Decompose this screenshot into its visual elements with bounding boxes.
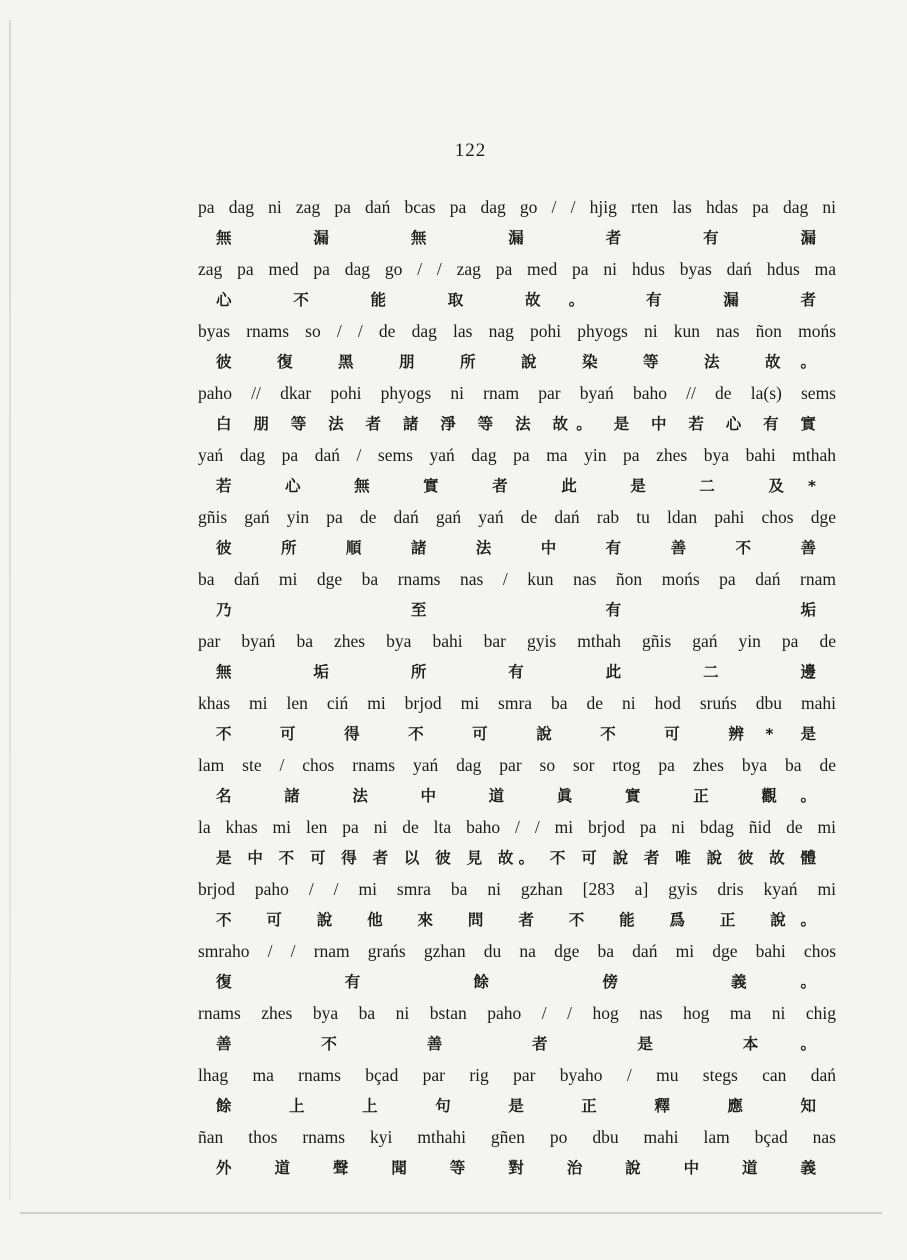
- chinese-line: 彼 復 黑 朋 所 說 染 等 法 故。: [216, 353, 816, 371]
- page-number: 122: [454, 140, 487, 161]
- tibetan-line: brjod paho / / mi smra ba ni gzhan [283 a] gyis dris kyań mi: [198, 879, 836, 899]
- scan-edge-bottom: [20, 1212, 882, 1214]
- tibetan-line: ñan thos rnams kyi mthahi gñen po dbu mahi lam bçad nas: [198, 1127, 836, 1147]
- chinese-line: 不 可 說 他 來 問 者 不 能 爲 正 說。: [216, 911, 816, 929]
- chinese-line: 心 不 能 取 故。 有 漏 者: [216, 291, 816, 309]
- chinese-line: 白 朋 等 法 者 諸 淨 等 法 故。 是 中 若 心 有 實: [216, 415, 816, 433]
- chinese-line: 名 諸 法 中 道 眞 實 正 觀。: [216, 787, 816, 805]
- tibetan-line: gñis gań yin pa de dań gań yań de dań rab tu ldan pahi chos dge: [198, 507, 836, 527]
- tibetan-line: rnams zhes bya ba ni bstan paho / / hog nas hog ma ni chig: [198, 1003, 836, 1023]
- chinese-line: 是 中 不 可 得 者 以 彼 見 故。 不 可 說 者 唯 說 彼 故 體: [216, 849, 816, 867]
- text-body: [198, 192, 836, 1184]
- tibetan-line: byas rnams so / / de dag las nag pohi phyogs ni kun nas ñon mońs: [198, 321, 836, 341]
- chinese-line: 無 垢 所 有 此 二 邊: [216, 663, 816, 681]
- tibetan-line: ba dań mi dge ba rnams nas / kun nas ñon mońs pa dań rnam: [198, 569, 836, 589]
- tibetan-line: paho // dkar pohi phyogs ni rnam par byań baho // de la(s) sems: [198, 383, 836, 403]
- tibetan-line: lhag ma rnams bçad par rig par byaho / mu stegs can dań: [198, 1065, 836, 1085]
- tibetan-line: la khas mi len pa ni de lta baho / / mi brjod pa ni bdag ñid de mi: [198, 817, 836, 837]
- tibetan-line: khas mi len ciń mi brjod mi smra ba de ni hod sruńs dbu mahi: [198, 693, 836, 713]
- chinese-line: 無 漏 無 漏 者 有 漏: [216, 229, 816, 247]
- chinese-line: 乃 至 有 垢: [216, 601, 816, 619]
- tibetan-line: smraho / / rnam grańs gzhan du na dge ba dań mi dge bahi chos: [198, 941, 836, 961]
- chinese-line: 善 不 善 者 是 本。: [216, 1035, 816, 1053]
- tibetan-line: pa dag ni zag pa dań bcas pa dag go / / hjig rten las hdas pa dag ni: [198, 197, 836, 217]
- scan-edge-left: [9, 20, 11, 1200]
- tibetan-line: par byań ba zhes bya bahi bar gyis mthah gñis gań yin pa de: [198, 631, 836, 651]
- tibetan-line: zag pa med pa dag go / / zag pa med pa ni hdus byas dań hdus ma: [198, 259, 836, 279]
- tibetan-line: lam ste / chos rnams yań dag par so sor rtog pa zhes bya ba de: [198, 755, 836, 775]
- chinese-line: 若 心 無 實 者 此 是 二 及*: [216, 477, 816, 495]
- chinese-line: 餘 上 上 句 是 正 釋 應 知: [216, 1097, 816, 1115]
- chinese-line: 復 有 餘 傍 義。: [216, 973, 816, 991]
- chinese-line: 彼 所 順 諸 法 中 有 善 不 善: [216, 539, 816, 557]
- chinese-line: 外 道 聲 聞 等 對 治 說 中 道 義: [216, 1159, 816, 1177]
- chinese-line: 不 可 得 不 可 說 不 可 辨* 是: [216, 725, 816, 743]
- tibetan-line: yań dag pa dań / sems yań dag pa ma yin pa zhes bya bahi mthah: [198, 445, 836, 465]
